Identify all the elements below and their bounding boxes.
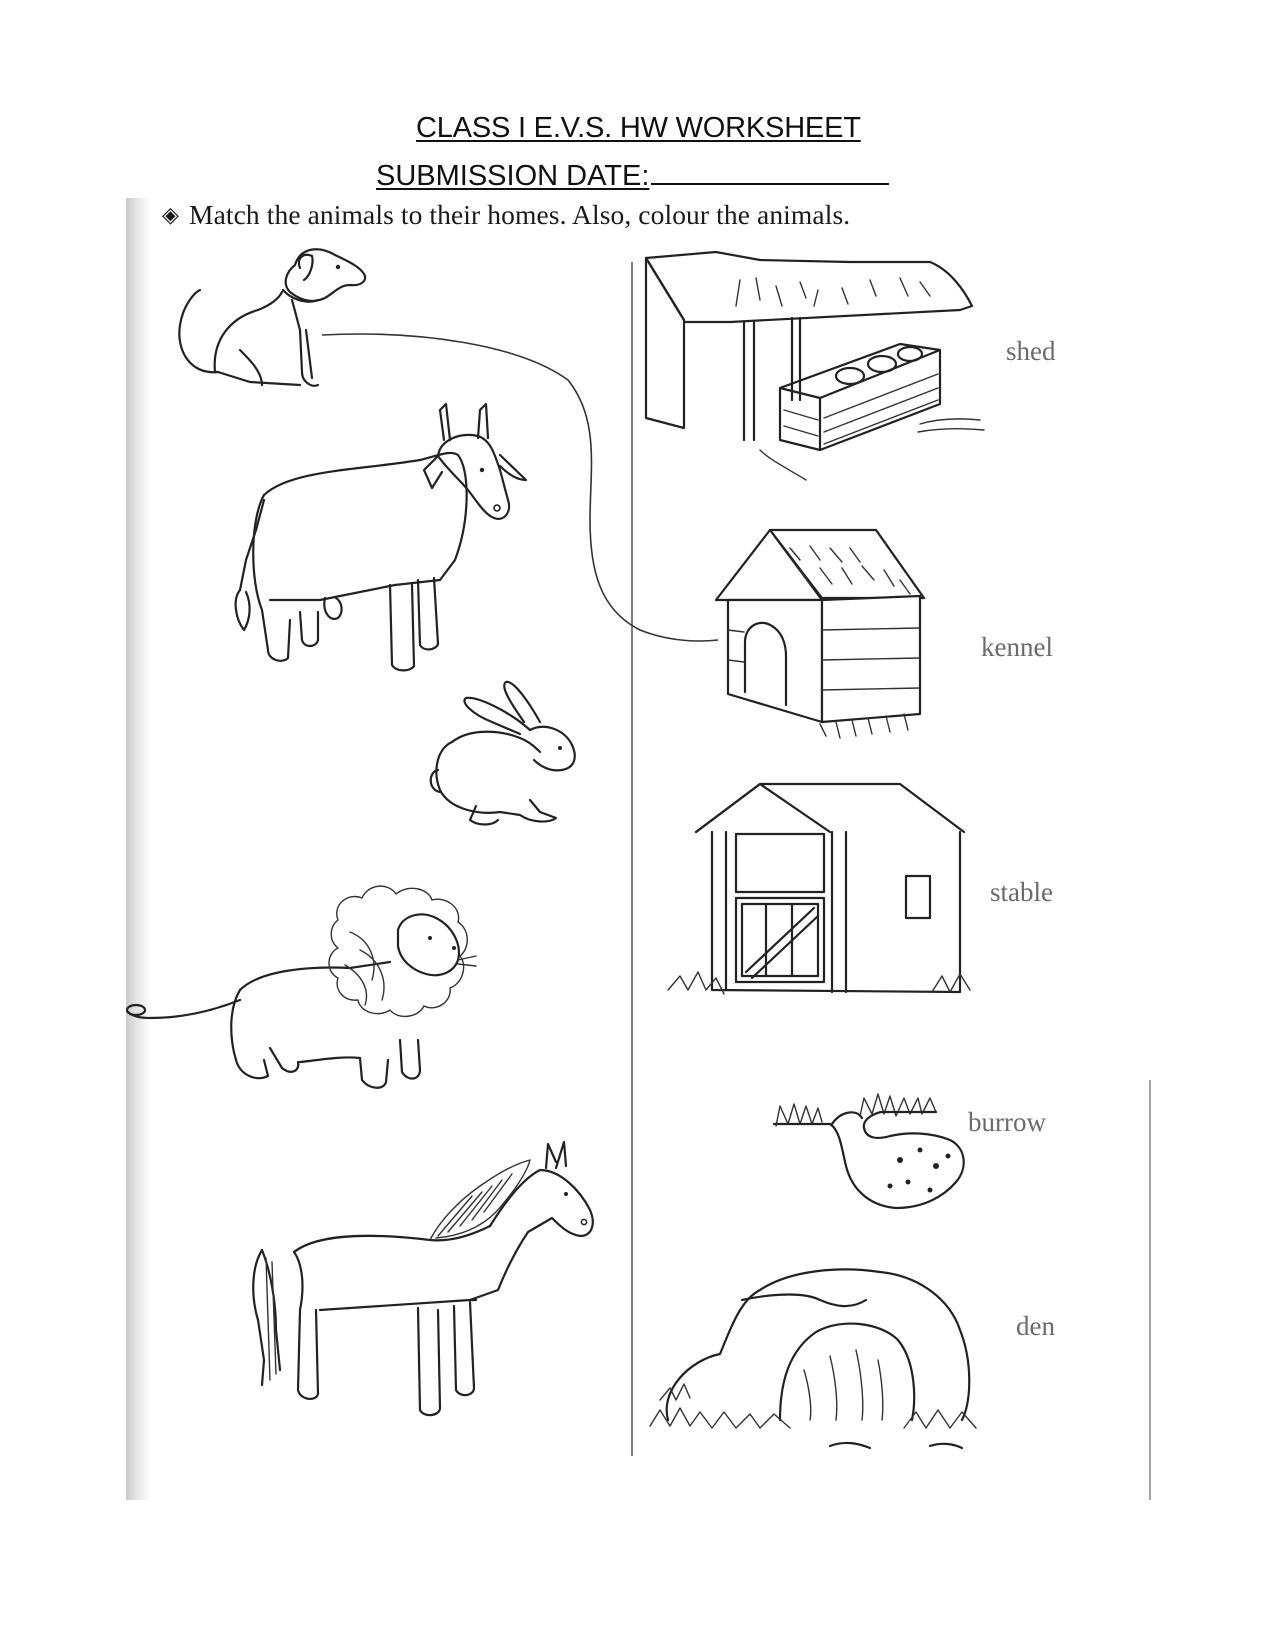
cow-icon[interactable] [236,404,526,670]
shed-icon[interactable] [646,252,984,480]
kennel-icon[interactable] [716,530,924,738]
label-burrow: burrow [968,1107,1046,1137]
burrow-icon[interactable] [774,1094,964,1208]
label-stable: stable [990,877,1053,907]
rabbit-icon[interactable] [431,682,575,825]
instruction-text: Match the animals to their homes. Also, colour the animals. [189,199,851,230]
label-kennel: kennel [981,632,1053,662]
match-line-dog-kennel [322,334,718,641]
dog-icon[interactable] [179,249,365,385]
horse-icon[interactable] [253,1142,593,1415]
label-den: den [1016,1311,1055,1341]
den-icon[interactable] [650,1269,976,1448]
stable-icon[interactable] [668,784,970,994]
diamond-bullet-icon: ◈ [162,202,180,227]
submission-date-label: SUBMISSION DATE: [376,160,650,192]
label-shed: shed [1006,336,1056,366]
lion-icon[interactable] [127,886,476,1088]
page-title: CLASS I E.V.S. HW WORKSHEET [416,112,861,144]
